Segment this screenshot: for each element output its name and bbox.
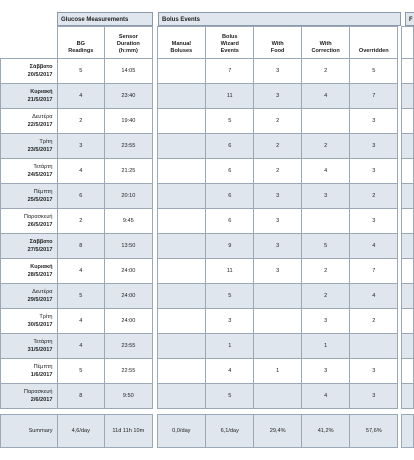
cell-bg: 8: [57, 234, 105, 259]
cell-sensor: 14:05: [105, 59, 153, 84]
cell-food: 3: [254, 59, 301, 84]
summary-manual: 0,0/day: [157, 415, 205, 448]
cell-sensor: 23:40: [105, 84, 153, 109]
col-with-correction: With Correction: [301, 27, 350, 59]
cell-food: [254, 384, 301, 409]
cell-food: 3: [254, 84, 301, 109]
col-sensor-duration: Sensor Duration (h:mm): [105, 27, 153, 59]
table-row: [1, 234, 414, 259]
cell-sensor: 13:50: [105, 234, 153, 259]
cell-overridden: 4: [350, 284, 398, 309]
cell-wizard: 9: [206, 234, 254, 259]
cell-overridden: 5: [350, 59, 398, 84]
cell-correction: 4: [301, 159, 350, 184]
col-bg-readings: BG Readings: [57, 27, 105, 59]
cell-manual: [157, 359, 205, 384]
cell-food: 2: [254, 109, 301, 134]
cell-sensor: 24:00: [105, 309, 153, 334]
cell-overridden: 3: [350, 134, 398, 159]
cell-manual: [157, 109, 205, 134]
table-row: [1, 384, 414, 409]
glucose-section-header: Glucose Measurements: [57, 12, 153, 26]
cell-food: [254, 309, 301, 334]
cell-bg: 4: [57, 334, 105, 359]
cell-manual: [157, 334, 205, 359]
table-row: [1, 259, 414, 284]
cell-food: 3: [254, 234, 301, 259]
cell-sensor: 24:00: [105, 259, 153, 284]
cell-wizard: 6: [206, 134, 254, 159]
cell-manual: [157, 84, 205, 109]
row-date: Σάββατο 27/5/2017: [1, 234, 58, 259]
cell-food: 1: [254, 359, 301, 384]
cell-correction: [301, 109, 350, 134]
cell-correction: 2: [301, 259, 350, 284]
summary-row: [1, 415, 414, 448]
cell-manual: [157, 259, 205, 284]
cell-bg: 4: [57, 159, 105, 184]
table-row: [1, 184, 414, 209]
cell-overridden: 2: [350, 184, 398, 209]
cell-food: 2: [254, 134, 301, 159]
cell-correction: [301, 209, 350, 234]
cell-correction: 3: [301, 184, 350, 209]
summary-label: Summary: [1, 415, 58, 448]
cell-manual: [157, 184, 205, 209]
row-date: Δευτέρα 29/5/2017: [1, 284, 58, 309]
cell-overridden: 3: [350, 109, 398, 134]
summary-sensor: 11d 11h 10m: [105, 415, 153, 448]
summary-correction: 41,2%: [301, 415, 350, 448]
cell-wizard: 11: [206, 84, 254, 109]
cell-manual: [157, 309, 205, 334]
table-row: [1, 209, 414, 234]
cell-overridden: 3: [350, 384, 398, 409]
cell-sensor: 9:45: [105, 209, 153, 234]
cell-manual: [157, 384, 205, 409]
cell-wizard: 1: [206, 334, 254, 359]
bolus-section-header: Bolus Events: [158, 12, 401, 26]
table-row: [1, 334, 414, 359]
row-date: Κυριακή 28/5/2017: [1, 259, 58, 284]
row-date: Τρίτη 30/5/2017: [1, 309, 58, 334]
cell-sensor: 22:55: [105, 359, 153, 384]
row-date: Τετάρτη 31/5/2017: [1, 334, 58, 359]
cell-correction: 2: [301, 134, 350, 159]
cell-wizard: 11: [206, 259, 254, 284]
cell-manual: [157, 134, 205, 159]
cell-sensor: 24:00: [105, 284, 153, 309]
cell-wizard: 6: [206, 159, 254, 184]
col-bolus-wizard-events: Bolus Wizard Events: [206, 27, 254, 59]
cell-correction: 2: [301, 284, 350, 309]
cell-overridden: 7: [350, 259, 398, 284]
summary-bg: 4,6/day: [57, 415, 105, 448]
cell-sensor: 21:25: [105, 159, 153, 184]
cell-wizard: 6: [206, 209, 254, 234]
cell-wizard: 6: [206, 184, 254, 209]
cell-overridden: 4: [350, 234, 398, 259]
table-row: [1, 359, 414, 384]
cell-correction: 5: [301, 234, 350, 259]
cell-overridden: 7: [350, 84, 398, 109]
cell-food: 2: [254, 159, 301, 184]
row-date: Κυριακή 21/5/2017: [1, 84, 58, 109]
cell-bg: 3: [57, 134, 105, 159]
summary-overridden: 57,6%: [350, 415, 398, 448]
col-with-food: With Food: [254, 27, 301, 59]
cell-correction: 4: [301, 384, 350, 409]
cell-bg: 4: [57, 259, 105, 284]
row-date: Τρίτη 23/5/2017: [1, 134, 58, 159]
cell-manual: [157, 234, 205, 259]
cell-sensor: 23:55: [105, 334, 153, 359]
cell-manual: [157, 59, 205, 84]
cell-bg: 2: [57, 209, 105, 234]
table-row: [1, 134, 414, 159]
cell-overridden: 3: [350, 209, 398, 234]
cell-bg: 5: [57, 59, 105, 84]
cell-correction: 3: [301, 309, 350, 334]
cell-wizard: 5: [206, 384, 254, 409]
column-header-row: [1, 27, 414, 59]
cell-wizard: 5: [206, 109, 254, 134]
cell-bg: 4: [57, 84, 105, 109]
row-date: Σάββατο 20/5/2017: [1, 59, 58, 84]
cell-sensor: 9:50: [105, 384, 153, 409]
cell-overridden: 2: [350, 309, 398, 334]
col-manual-boluses: Manual Boluses: [157, 27, 205, 59]
daily-summary-table: [0, 26, 414, 448]
table-row: [1, 59, 414, 84]
cell-overridden: [350, 334, 398, 359]
table-row: [1, 284, 414, 309]
cell-wizard: 3: [206, 309, 254, 334]
cell-manual: [157, 159, 205, 184]
cell-sensor: 20:10: [105, 184, 153, 209]
table-row: [1, 84, 414, 109]
row-date: Παρασκευή 2/6/2017: [1, 384, 58, 409]
cell-bg: 6: [57, 184, 105, 209]
cell-correction: 1: [301, 334, 350, 359]
cell-bg: 2: [57, 109, 105, 134]
row-date: Πέμπτη 25/5/2017: [1, 184, 58, 209]
cell-wizard: 7: [206, 59, 254, 84]
row-date: Τετάρτη 24/5/2017: [1, 159, 58, 184]
cell-correction: 3: [301, 359, 350, 384]
cell-food: 3: [254, 184, 301, 209]
cell-bg: 4: [57, 309, 105, 334]
next-section-header: F: [405, 12, 414, 26]
summary-food: 29,4%: [254, 415, 301, 448]
cell-sensor: 19:40: [105, 109, 153, 134]
cell-wizard: 4: [206, 359, 254, 384]
cell-overridden: 3: [350, 359, 398, 384]
cell-correction: 2: [301, 59, 350, 84]
table-row: [1, 309, 414, 334]
cell-bg: 5: [57, 284, 105, 309]
cell-food: [254, 284, 301, 309]
table-row: [1, 159, 414, 184]
row-date: Παρασκευή 26/5/2017: [1, 209, 58, 234]
cell-food: 3: [254, 259, 301, 284]
col-overridden: Overridden: [350, 27, 398, 59]
cell-correction: 4: [301, 84, 350, 109]
cell-manual: [157, 284, 205, 309]
cell-overridden: 3: [350, 159, 398, 184]
cell-manual: [157, 209, 205, 234]
cell-food: 3: [254, 209, 301, 234]
cell-bg: 5: [57, 359, 105, 384]
cell-wizard: 5: [206, 284, 254, 309]
cell-bg: 8: [57, 384, 105, 409]
cell-food: [254, 334, 301, 359]
table-row: [1, 109, 414, 134]
row-date: Δευτέρα 22/5/2017: [1, 109, 58, 134]
row-date: Πέμπτη 1/6/2017: [1, 359, 58, 384]
summary-wizard: 6,1/day: [206, 415, 254, 448]
cell-sensor: 23:55: [105, 134, 153, 159]
